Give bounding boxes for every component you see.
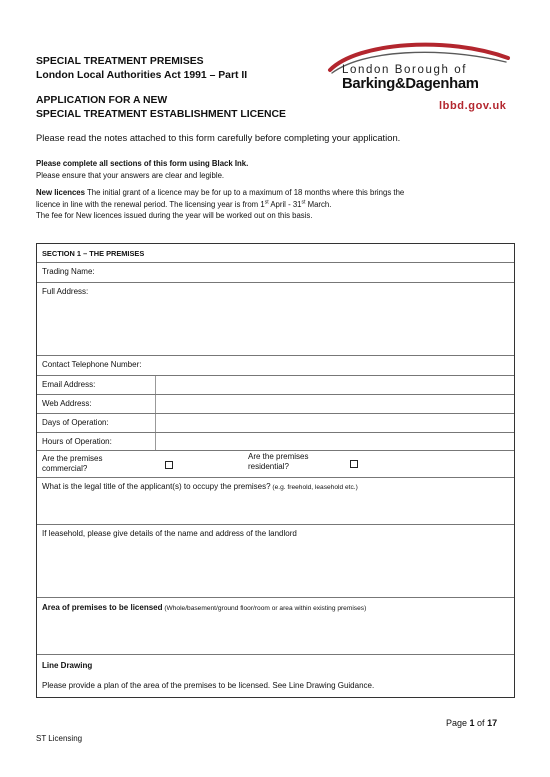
commercial-checkbox[interactable] bbox=[165, 461, 173, 469]
instruction-legible: Please ensure that your answers are clear and legible. bbox=[36, 170, 225, 180]
area-row[interactable] bbox=[37, 598, 514, 655]
instruction-black-ink: Please complete all sections of this form using Black Ink. bbox=[36, 159, 249, 168]
legal-title-text: What is the legal title of the applicant(s) to occupy the premises? bbox=[42, 482, 271, 491]
licence-year-text-b: April - 31 bbox=[268, 199, 302, 209]
web-divider bbox=[155, 395, 156, 413]
page-word: Page bbox=[446, 718, 470, 728]
web-label: Web Address: bbox=[42, 399, 92, 408]
logo-text-name: Barking&Dagenham bbox=[342, 76, 479, 92]
instruction-licence-year bbox=[36, 199, 516, 211]
leasehold-label: If leasehold, please give details of the name and address of the landlord bbox=[42, 529, 297, 538]
instruction-fee: The fee for New licences issued during the year will be worked out on this basis. bbox=[36, 211, 313, 220]
hours-row[interactable] bbox=[37, 433, 514, 451]
full-address-row[interactable] bbox=[37, 283, 514, 356]
instructions-block bbox=[36, 158, 516, 222]
email-row[interactable] bbox=[37, 376, 514, 395]
residential-checkbox[interactable] bbox=[350, 460, 358, 468]
commercial-label bbox=[42, 454, 102, 474]
hours-divider bbox=[155, 433, 156, 450]
logo-text-url: lbbd.gov.uk bbox=[439, 100, 507, 112]
trading-name-row[interactable] bbox=[37, 263, 514, 283]
email-label: Email Address: bbox=[42, 380, 96, 389]
area-label bbox=[42, 603, 366, 612]
area-label-note: (Whole/basement/ground floor/room or area within existing premises) bbox=[162, 605, 367, 612]
new-licences-label: New licences bbox=[36, 188, 85, 197]
line-drawing-row[interactable] bbox=[37, 655, 514, 697]
page-total: 17 bbox=[487, 718, 498, 728]
premises-type-row bbox=[37, 451, 514, 478]
residential-label-line1: Are the premises bbox=[248, 452, 309, 461]
legal-title-row[interactable] bbox=[37, 478, 514, 525]
header-block-2 bbox=[36, 94, 286, 122]
leasehold-row[interactable] bbox=[37, 525, 514, 598]
page-of-word: of bbox=[474, 718, 488, 728]
header-title-1: SPECIAL TREATMENT PREMISES bbox=[36, 56, 204, 67]
council-logo bbox=[318, 40, 514, 126]
new-licences-text: The initial grant of a licence may be for up to a maximum of 18 months where this brings the bbox=[84, 188, 405, 197]
days-label: Days of Operation: bbox=[42, 418, 109, 427]
premises-form bbox=[36, 243, 515, 698]
header-title-3: APPLICATION FOR A NEW bbox=[36, 95, 168, 106]
web-row[interactable] bbox=[37, 395, 514, 414]
contact-phone-label: Contact Telephone Number: bbox=[42, 360, 142, 369]
commercial-label-line2: commercial? bbox=[42, 464, 88, 473]
header-title-2: London Local Authorities Act 1991 – Part II bbox=[36, 70, 248, 81]
intro-text: Please read the notes attached to this form carefully before completing your application. bbox=[36, 132, 401, 143]
licence-year-text-c: March. bbox=[305, 199, 332, 209]
trading-name-label: Trading Name: bbox=[42, 267, 95, 276]
licence-year-sup-2: st bbox=[301, 198, 306, 205]
full-address-label: Full Address: bbox=[42, 287, 89, 296]
header-title-4: SPECIAL TREATMENT ESTABLISHMENT LICENCE bbox=[36, 109, 286, 120]
licence-year-sup-1: st bbox=[264, 198, 269, 205]
line-drawing-note: Please provide a plan of the area of the premises to be licensed. See Line Drawing Guidance. bbox=[42, 681, 375, 690]
footer-doc-name: ST Licensing bbox=[36, 734, 83, 743]
email-divider bbox=[155, 376, 156, 394]
legal-title-label bbox=[42, 482, 358, 491]
logo-text-borough: London Borough of bbox=[342, 64, 468, 76]
licence-year-text-a: licence in line with the renewal period. The licensing year is from 1 bbox=[36, 199, 265, 209]
area-label-bold: Area of premises to be licensed bbox=[42, 603, 163, 612]
hours-label: Hours of Operation: bbox=[42, 437, 112, 446]
header-block bbox=[36, 55, 336, 83]
residential-label-line2: residential? bbox=[248, 462, 289, 471]
page-current: 1 bbox=[469, 718, 475, 728]
commercial-label-line1: Are the premises bbox=[42, 454, 103, 463]
legal-title-note: (e.g. freehold, leasehold etc.) bbox=[270, 484, 358, 491]
page-number bbox=[446, 718, 497, 728]
line-drawing-label: Line Drawing bbox=[42, 661, 93, 670]
contact-phone-row[interactable] bbox=[37, 356, 514, 376]
residential-label bbox=[248, 452, 308, 472]
section-header-row bbox=[37, 244, 514, 263]
days-row[interactable] bbox=[37, 414, 514, 433]
section-title: SECTION 1 – THE PREMISES bbox=[42, 249, 145, 258]
days-divider bbox=[155, 414, 156, 432]
instruction-new-licences bbox=[36, 187, 516, 199]
